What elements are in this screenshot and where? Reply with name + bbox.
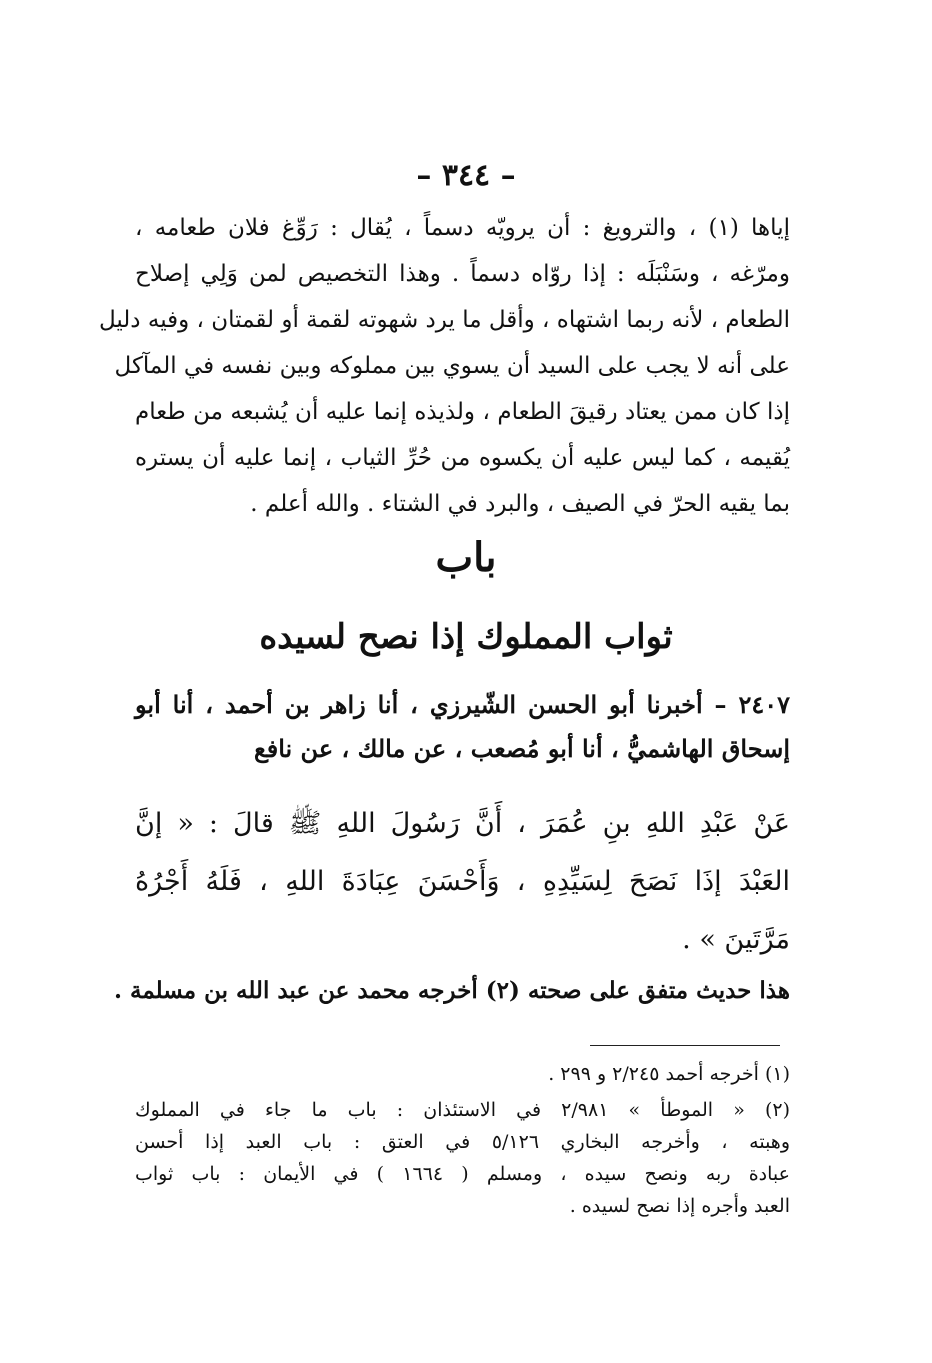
footnote-2-line: وهبته ، وأخرجه البخاري ٥/١٢٦ في العتق : باب العبد إذا أحسن	[135, 1131, 791, 1153]
section-heading-bab: باب	[435, 534, 497, 581]
hadith-isnad	[135, 683, 790, 771]
commentary-line: بما يقيه الحرّ في الصيف ، والبرد في الشتاء . والله أعلم .	[250, 491, 790, 517]
footnote-2-line: عبادة ربه ونصح سيده ، ومسلم ( ١٦٦٤ ) في الأيمان : باب ثواب	[135, 1163, 790, 1185]
hadith-line: عَنْ عَبْدِ اللهِ بنِ عُمَرَ ، أَنَّ رَسُولَ اللهِ ﷺ قالَ : « إنَّ	[135, 808, 790, 839]
page-number: – ٣٤٤ –	[416, 158, 516, 193]
commentary-line: ومرّغه ، وسَنْبَلَه : إذا روّاه دسماً . وهذا التخصيص لمن وَلِي إصلاح	[135, 261, 790, 287]
isnad-line: إسحاق الهاشميُّ ، أنا أبو مُصعب ، عن مالك ، عن نافع	[253, 734, 790, 763]
footnote-1: (١) أخرجه أحمد ٢/٢٤٥ و ٢٩٩ .	[548, 1063, 790, 1085]
chapter-title: ثواب المملوك إذا نصح لسيده	[259, 617, 673, 657]
commentary-line: إذا كان ممن يعتاد رقيقَ الطعام ، ولذيذه إنما عليه أن يُشبعه من طعام	[135, 399, 790, 425]
hadith-grading-note	[113, 968, 790, 1014]
commentary-line: إياها (١) ، والترويغ : أن يرويّه دسماً ، يُقال : رَوِّغ فلان طعامه ،	[135, 215, 790, 241]
hadith-line: مَرَّتَينَ » .	[682, 924, 790, 955]
footnote-2-line: (٢) « الموطأ » ٢/٩٨١ في الاستئذان : باب ما جاء في المملوك	[135, 1099, 790, 1121]
footnote-2-line: العبد وأجره إذا نصح لسيده .	[569, 1195, 790, 1217]
hadith-text	[135, 795, 790, 969]
isnad-line: ٢٤٠٧ – أخبرنا أبو الحسن الشّيرزي ، أنا زاهر بن أحمد ، أنا أبو	[135, 690, 790, 719]
commentary-line: الطعام ، لأنه ربما اشتهاه ، وأقل ما يرد شهوته لقمة أو لقمتان ، وفيه دليل	[98, 307, 790, 333]
hadith-note-line: هذا حديث متفق على صحته (٢) أخرجه محمد عن عبد الله بن مسلمة .	[113, 977, 790, 1004]
commentary-line: على أنه لا يجب على السيد أن يسوي بين مملوكه وبين نفسه في المآكل	[114, 353, 790, 379]
hadith-line: العَبْدَ إذَا نَصَحَ لِسَيِّدِهِ ، وَأَحْسَنَ عِبَادَةَ اللهِ ، فَلَهُ أَجْرُهُ	[135, 866, 790, 897]
commentary-line: يُقيمه ، كما ليس عليه أن يكسوه من حُرِّ الثياب ، إنما عليه أن يستره	[135, 445, 790, 471]
footnote-separator	[590, 1045, 780, 1046]
commentary-paragraph	[98, 205, 790, 527]
footnotes	[135, 1058, 790, 1222]
